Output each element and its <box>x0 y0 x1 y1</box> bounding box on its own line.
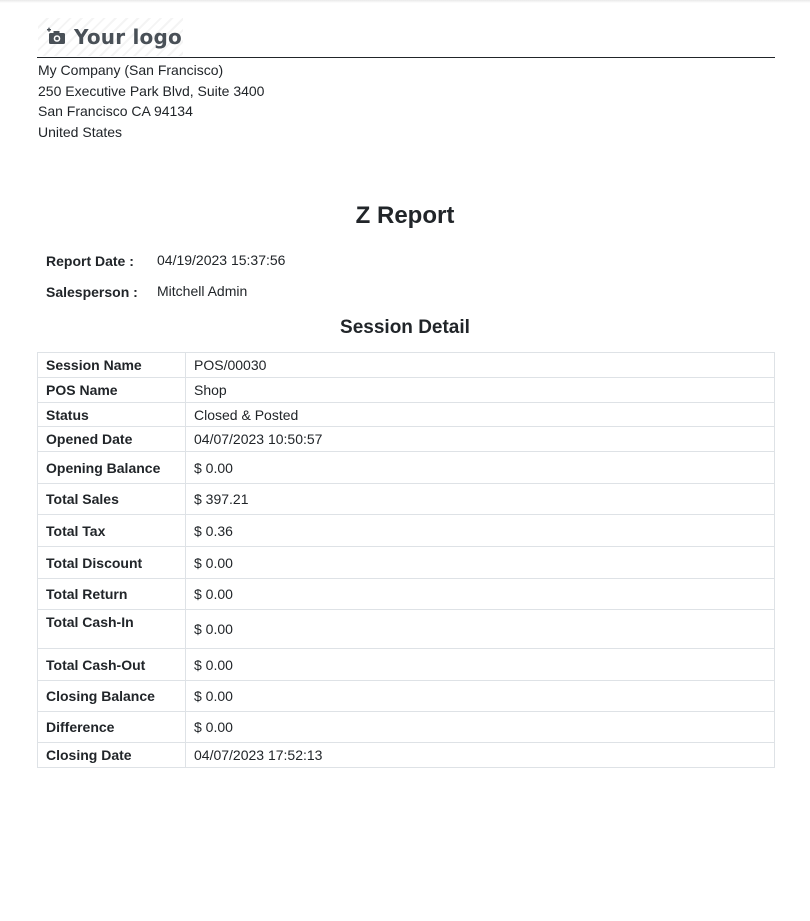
company-name: My Company (San Francisco) <box>38 62 224 78</box>
table-row <box>38 403 775 427</box>
row-value: 04/07/2023 17:52:13 <box>186 743 775 768</box>
row-value: Closed & Posted <box>186 403 775 427</box>
salesperson-label: Salesperson : <box>46 284 138 300</box>
table-row <box>38 427 775 452</box>
table-row <box>38 452 775 484</box>
company-logo <box>38 18 183 56</box>
table-row <box>38 610 775 649</box>
row-label: Total Cash-Out <box>38 649 186 681</box>
table-row <box>38 712 775 743</box>
row-label: POS Name <box>38 378 186 403</box>
row-value: POS/00030 <box>186 353 775 378</box>
salesperson-value: Mitchell Admin <box>157 283 248 299</box>
row-label: Opened Date <box>38 427 186 452</box>
row-value: 04/07/2023 10:50:57 <box>186 427 775 452</box>
table-row <box>38 681 775 712</box>
session-detail-table <box>37 352 775 768</box>
table-row <box>38 353 775 378</box>
row-label: Total Tax <box>38 515 186 547</box>
page-top-shadow <box>0 0 810 3</box>
table-row <box>38 484 775 515</box>
row-label: Status <box>38 403 186 427</box>
row-label: Opening Balance <box>38 452 186 484</box>
camera-icon <box>46 26 68 48</box>
row-value: $ 0.00 <box>186 452 775 484</box>
row-value: $ 397.21 <box>186 484 775 515</box>
row-label: Closing Balance <box>38 681 186 712</box>
company-city: San Francisco CA 94134 <box>38 103 193 119</box>
row-label: Closing Date <box>38 743 186 768</box>
company-country: United States <box>38 123 123 140</box>
row-label: Difference <box>38 712 186 743</box>
row-value: Shop <box>186 378 775 403</box>
row-label: Session Name <box>38 353 186 378</box>
report-date-label: Report Date : <box>46 253 134 269</box>
report-title: Z Report <box>355 202 455 229</box>
row-label: Total Cash-In <box>38 610 186 649</box>
table-row <box>38 378 775 403</box>
row-label: Total Discount <box>38 547 186 579</box>
report-date-value: 04/19/2023 15:37:56 <box>157 252 286 268</box>
row-value: $ 0.00 <box>186 610 775 649</box>
section-title: Session Detail <box>340 317 470 338</box>
header-divider <box>37 57 775 58</box>
row-value: $ 0.36 <box>186 515 775 547</box>
row-value: $ 0.00 <box>186 681 775 712</box>
row-label: Total Return <box>38 579 186 610</box>
row-value: $ 0.00 <box>186 649 775 681</box>
table-row <box>38 579 775 610</box>
table-row <box>38 515 775 547</box>
table-row <box>38 649 775 681</box>
row-value: $ 0.00 <box>186 712 775 743</box>
row-value: $ 0.00 <box>186 579 775 610</box>
row-label: Total Sales <box>38 484 186 515</box>
company-street: 250 Executive Park Blvd, Suite 3400 <box>38 82 265 99</box>
row-value: $ 0.00 <box>186 547 775 579</box>
table-row <box>38 743 775 768</box>
logo-text: Your logo <box>74 25 182 49</box>
table-row <box>38 547 775 579</box>
company-address <box>38 60 264 142</box>
